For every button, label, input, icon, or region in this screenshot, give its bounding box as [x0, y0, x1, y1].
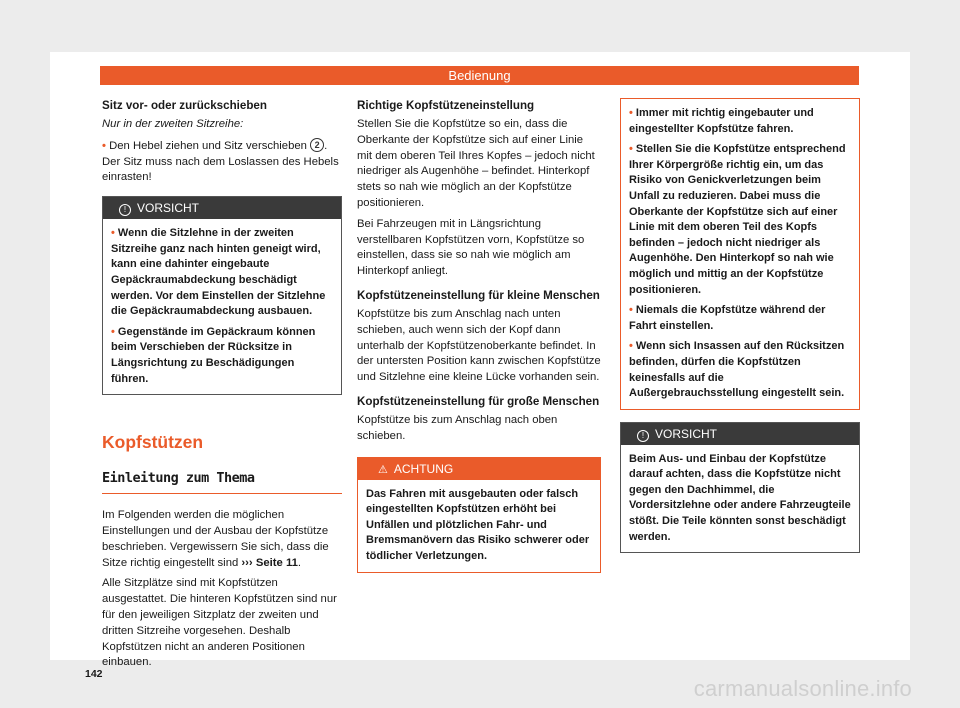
step-paragraph	[102, 138, 342, 186]
warning-item	[629, 142, 851, 298]
caution-box	[102, 196, 342, 395]
column-2	[357, 98, 601, 573]
step-text-2: Der Sitz muss nach dem Loslassen des Hebels einrasten!	[102, 155, 339, 184]
step-end: .	[324, 139, 328, 152]
bullet-icon: •	[629, 340, 633, 353]
warning-item-text: Niemals die Kopfstütze während der Fahrt einstellen.	[629, 304, 826, 332]
paragraph: Stellen Sie die Kopfstütze so ein, dass die Oberkante der Kopfstütze sich auf einer Linie mit dem oberen Teil Ihres Kopfes – jedoch nicht niedriger als Augenhöhe – befindet. Hinterkopf stets so nah wie möglich an der Kopfstütze positionieren.	[357, 118, 595, 209]
warning-item	[629, 339, 851, 401]
warning-item	[629, 303, 851, 334]
bullet-icon: •	[111, 325, 115, 338]
heading-tall-people: Kopfstützeneinstellung für große Menschen	[357, 394, 600, 408]
warning-icon: ⚠	[378, 463, 388, 476]
warning-item-text: Immer mit richtig eingebauter und eingestellter Kopfstütze fahren.	[629, 107, 814, 135]
watermark[interactable]: carmanualsonline.info	[693, 676, 912, 701]
page-link[interactable]: ››› Seite 11	[241, 556, 298, 569]
caution-header	[103, 197, 341, 219]
caution-item-text: Gegenstände im Gepäckraum können beim Verschieben der Rücksitze in Längsrichtung zu Beschädigungen führen.	[111, 325, 316, 385]
bullet-icon: •	[111, 227, 115, 240]
callout-badge: 2	[310, 138, 324, 152]
paragraph: Kopfstütze bis zum Anschlag nach oben schieben.	[357, 413, 558, 442]
column-3	[620, 98, 860, 553]
warning-item-text: Wenn sich Insassen auf den Rücksitzen befinden, dürfen die Kopfstützen keinesfalls auf die Außergebrauchsstellung eingestellt sein.	[629, 340, 845, 400]
paragraph: Kopfstütze bis zum Anschlag nach unten schieben, auch wenn sich der Kopf dann unterhalb der Kopfstützenoberkante befindet. In der untersten Position kann zwischen Kopfstütze und Sitzlehne eine kleine Lücke vorhanden sein.	[357, 307, 601, 384]
warning-body: Das Fahren mit ausgebauten oder falsch eingestellten Kopfstützen erhöht bei Unfällen und plötzlichen Fahr- und Bremsmanövern das Risiko schwerer oder tödlicher Verletzungen.	[366, 487, 590, 562]
caution-box-2	[620, 422, 860, 554]
section-subtitle: Einleitung zum Thema	[102, 469, 342, 494]
caution-body: Beim Aus- und Einbau der Kopfstütze darauf achten, dass die Kopfstütze nicht gegen den Dachhimmel, die Vordersitzlehne oder andere Fahrzeugteile stößt. Die Teile könnten sonst beschädigt werden.	[629, 452, 851, 543]
section-title: Kopfstützen	[102, 432, 204, 453]
warning-item-text: Stellen Sie die Kopfstütze entsprechend Ihrer Körpergröße richtig ein, um das Risiko von Genickverletzungen beim Unfall zu reduzieren. Dabei muss die Oberkante der Kopfstütze sich auf einer Linie mit dem oberen Teil des Kopfs befinden – jedoch nicht niedriger als Augenhöhe. Den Hinterkopf so nah wie möglich und mittig an der Kopfstütze positionieren.	[629, 143, 846, 296]
intro-paragraph-1	[102, 508, 342, 571]
warning-item	[629, 106, 851, 137]
heading-small-people: Kopfstützeneinstellung für kleine Menschen	[357, 288, 600, 302]
caution-item	[111, 325, 333, 387]
paragraph: Bei Fahrzeugen mit in Längsrichtung verstellbaren Kopfstützen vorn, Kopfstütze so einstellen, dass sie so nah wie möglich am Hinterkopf anliegt.	[357, 217, 585, 278]
bullet-icon: •	[629, 107, 633, 119]
step-text: Den Hebel ziehen und Sitz verschieben	[109, 139, 307, 152]
caution-label: VORSICHT	[655, 426, 718, 441]
info-icon: !	[119, 204, 131, 216]
bullet-icon: •	[102, 139, 106, 152]
page-sheet	[50, 52, 910, 680]
intro-paragraph-2: Alle Sitzplätze sind mit Kopfstützen ausgestattet. Die hinteren Kopfstützen sind nur für den jeweiligen Sitzplatz der zweiten und dritten Sitzreihe vorgesehen. Deshalb Kopfstützen nicht an anderen Positionen einbauen.	[102, 577, 337, 669]
warning-label: ACHTUNG	[393, 461, 454, 476]
warning-box	[357, 457, 601, 573]
caution-item-text: Wenn die Sitzlehne in der zweiten Sitzreihe ganz nach hinten geneigt wird, kann eine dahinter eingebaute Gepäckraumabdeckung beschädigt werden. Vor dem Einstellen der Sitzlehne die Gepäckraumabdeckung ausbauen.	[111, 227, 326, 318]
info-icon: !	[637, 430, 649, 442]
column-1	[102, 98, 342, 676]
heading-correct-adjustment: Richtige Kopfstützeneinstellung	[357, 99, 535, 112]
para-end: .	[297, 556, 302, 569]
intro-text: Nur in der zweiten Sitzreihe:	[102, 118, 244, 130]
caution-body	[103, 219, 341, 394]
heading-seat-slide: Sitz vor- oder zurückschieben	[102, 99, 267, 112]
caution-header	[621, 423, 859, 445]
caution-label: VORSICHT	[137, 201, 200, 216]
caution-item	[111, 226, 333, 320]
bullet-icon: •	[629, 143, 633, 156]
para-text: Im Folgenden werden die möglichen Einstellungen und der Ausbau der Kopfstütze beschrieben. Vergewissern Sie sich, dass die Sitze richtig eingestellt sind	[102, 509, 329, 569]
warning-continuation-box	[620, 98, 860, 410]
warning-header	[358, 458, 600, 480]
page-number: 142	[85, 668, 103, 680]
chapter-header: Bedienung	[100, 66, 859, 85]
bullet-icon: •	[629, 304, 633, 317]
